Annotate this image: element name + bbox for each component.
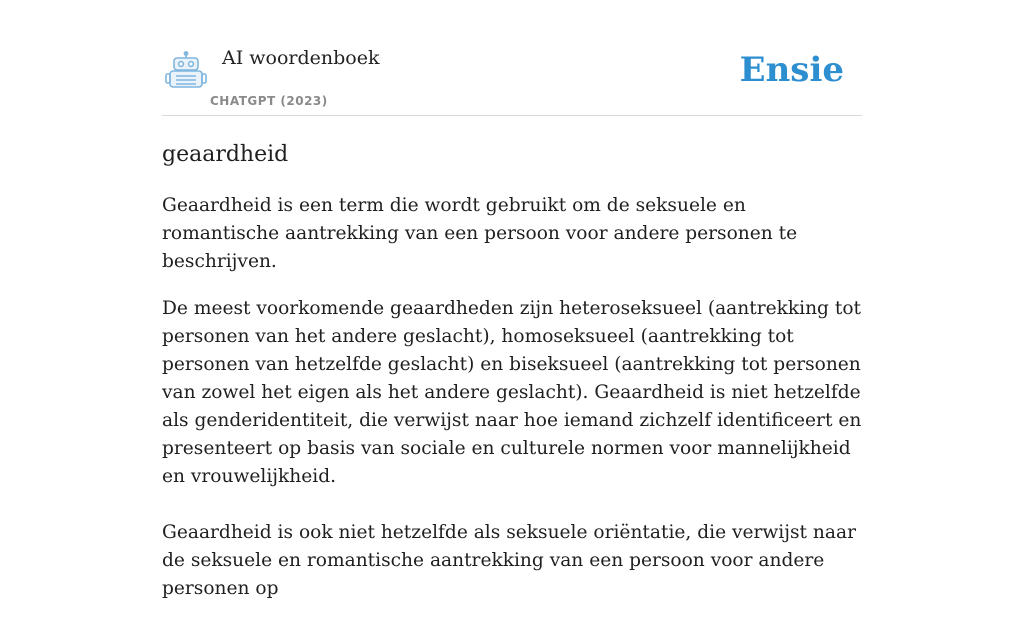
definition-paragraph: Geaardheid is ook niet hetzelfde als seksuele oriëntatie, die verwijst naar de seksuele en romantische aantrekking van een persoon voor andere personen op — [162, 522, 856, 599]
definition-paragraph: Geaardheid is een term die wordt gebruikt om de seksuele en romantische aantrekking van een persoon voor andere personen te beschrijven. — [162, 195, 798, 272]
entry-title: geaardheid — [162, 142, 289, 167]
source-meta: CHATGPT (2023) — [210, 94, 328, 108]
source-header — [162, 40, 862, 116]
definition-body — [162, 192, 862, 622]
definition-paragraph: De meest voorkomende geaardheden zijn heteroseksueel (aantrekking tot personen van het andere geslacht), homoseksueel (aantrekking tot personen van hetzelfde geslacht) en biseksueel (aantrekking tot personen van zowel het eigen als het andere geslacht). Geaardheid is niet hetzelfde als genderidentiteit, die verwijst naar hoe iemand zichzelf identificeert en presenteert op basis van sociale en culturele normen voor mannelijkheid en vrouwelijkheid. — [162, 298, 862, 487]
robot-icon — [165, 51, 207, 91]
brand-logo[interactable]: Ensie — [739, 50, 844, 90]
source-title[interactable]: AI woordenboek — [222, 47, 380, 69]
